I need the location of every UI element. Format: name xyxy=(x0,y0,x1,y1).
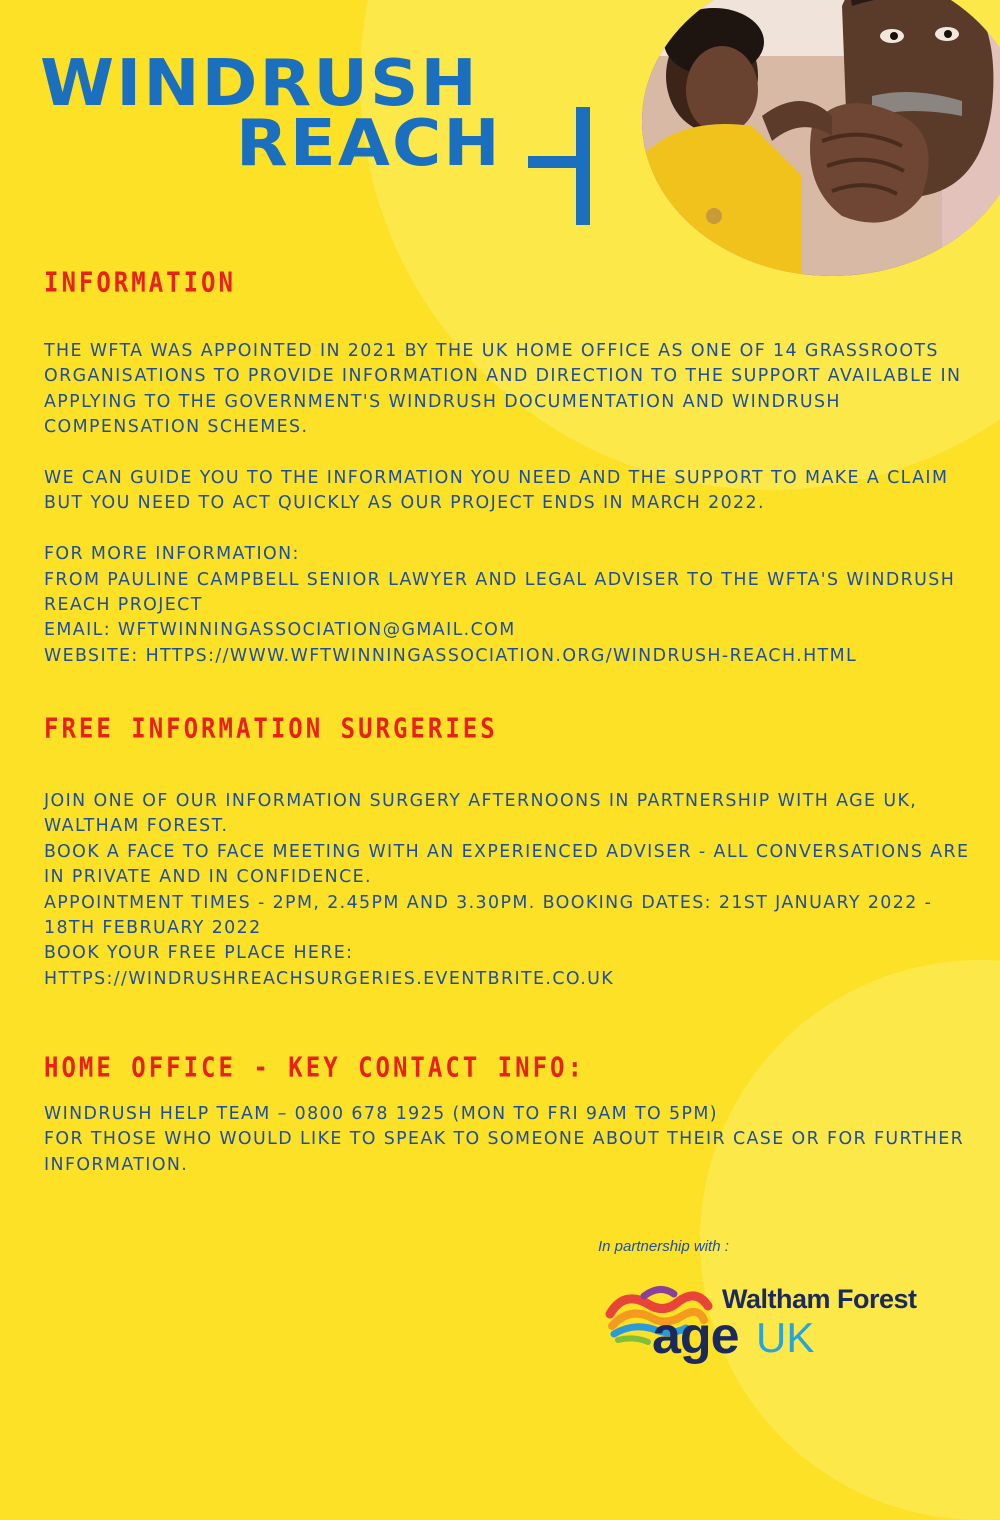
spacer xyxy=(44,517,974,542)
background-circle-bottom xyxy=(700,960,1000,1520)
information-heading: INFORMATION xyxy=(44,266,236,299)
contact-website[interactable]: WEBSITE: HTTPS://WWW.WFTWINNINGASSOCIATION.ORG/WINDRUSH-REACH.HTML xyxy=(44,645,858,666)
information-body xyxy=(44,339,974,669)
partnership-label: In partnership with : xyxy=(598,1238,729,1255)
information-paragraph-1: THE WFTA WAS APPOINTED IN 2021 BY THE UK HOME OFFICE AS ONE OF 14 GRASSROOTS ORGANISATIONS TO PROVIDE INFORMATION AND DIRECTION TO THE SUPPORT AVAILABLE IN APPLYING TO THE GOVERNMENT'S WINDRUSH DOCUMENTATION AND WINDRUSH COMPENSATION SCHEMES. xyxy=(44,341,962,438)
spacer xyxy=(44,441,974,466)
logo-line-reach: REACH xyxy=(236,107,502,181)
surgeries-heading: FREE INFORMATION SURGERIES xyxy=(44,712,498,745)
surgeries-body xyxy=(44,789,974,992)
age-uk-wordmark-uk: UK xyxy=(756,1314,815,1361)
logo-line-windrush: WINDRUSH xyxy=(40,47,479,121)
contact-email[interactable]: EMAIL: WFTWINNINGASSOCIATION@GMAIL.COM xyxy=(44,620,516,641)
surgeries-line-3: APPOINTMENT TIMES - 2PM, 2.45PM AND 3.30PM. BOOKING DATES: 21ST JANUARY 2022 - 18TH FEBRUARY 2022 xyxy=(44,892,933,939)
information-paragraph-2: WE CAN GUIDE YOU TO THE INFORMATION YOU NEED AND THE SUPPORT TO MAKE A CLAIM BUT YOU NEED TO ACT QUICKLY AS OUR PROJECT ENDS IN MARCH 2022. xyxy=(44,468,949,514)
surgeries-line-2: BOOK A FACE TO FACE MEETING WITH AN EXPERIENCED ADVISER - ALL CONVERSATIONS ARE IN PRIVATE AND IN CONFIDENCE. xyxy=(44,841,970,888)
home-office-heading: HOME OFFICE - KEY CONTACT INFO: xyxy=(44,1051,585,1084)
more-information-label: FOR MORE INFORMATION: xyxy=(44,544,300,565)
home-office-body xyxy=(44,1102,974,1178)
surgeries-line-4: BOOK YOUR FREE PLACE HERE: xyxy=(44,943,354,964)
age-uk-branch-name: Waltham Forest xyxy=(722,1284,917,1314)
age-uk-waltham-forest-logo xyxy=(604,1276,934,1366)
help-team-description: FOR THOSE WHO WOULD LIKE TO SPEAK TO SOMEONE ABOUT THEIR CASE OR FOR FURTHER INFORMATION. xyxy=(44,1129,965,1175)
surgeries-line-1: JOIN ONE OF OUR INFORMATION SURGERY AFTERNOONS IN PARTNERSHIP WITH AGE UK, WALTHAM FOREST. xyxy=(44,791,918,837)
logo-bracket-horizontal xyxy=(528,156,590,168)
help-team-line: WINDRUSH HELP TEAM – 0800 678 1925 (MON TO FRI 9AM TO 5PM) xyxy=(44,1104,718,1124)
age-uk-wordmark-age: age xyxy=(652,1307,739,1365)
windrush-reach-logo xyxy=(40,47,560,182)
surgeries-booking-link[interactable]: HTTPS://WINDRUSHREACHSURGERIES.EVENTBRITE.CO.UK xyxy=(44,968,615,989)
adviser-credit: FROM PAULINE CAMPBELL SENIOR LAWYER AND LEGAL ADVISER TO THE WFTA'S WINDRUSH REACH PROJECT xyxy=(44,569,956,616)
